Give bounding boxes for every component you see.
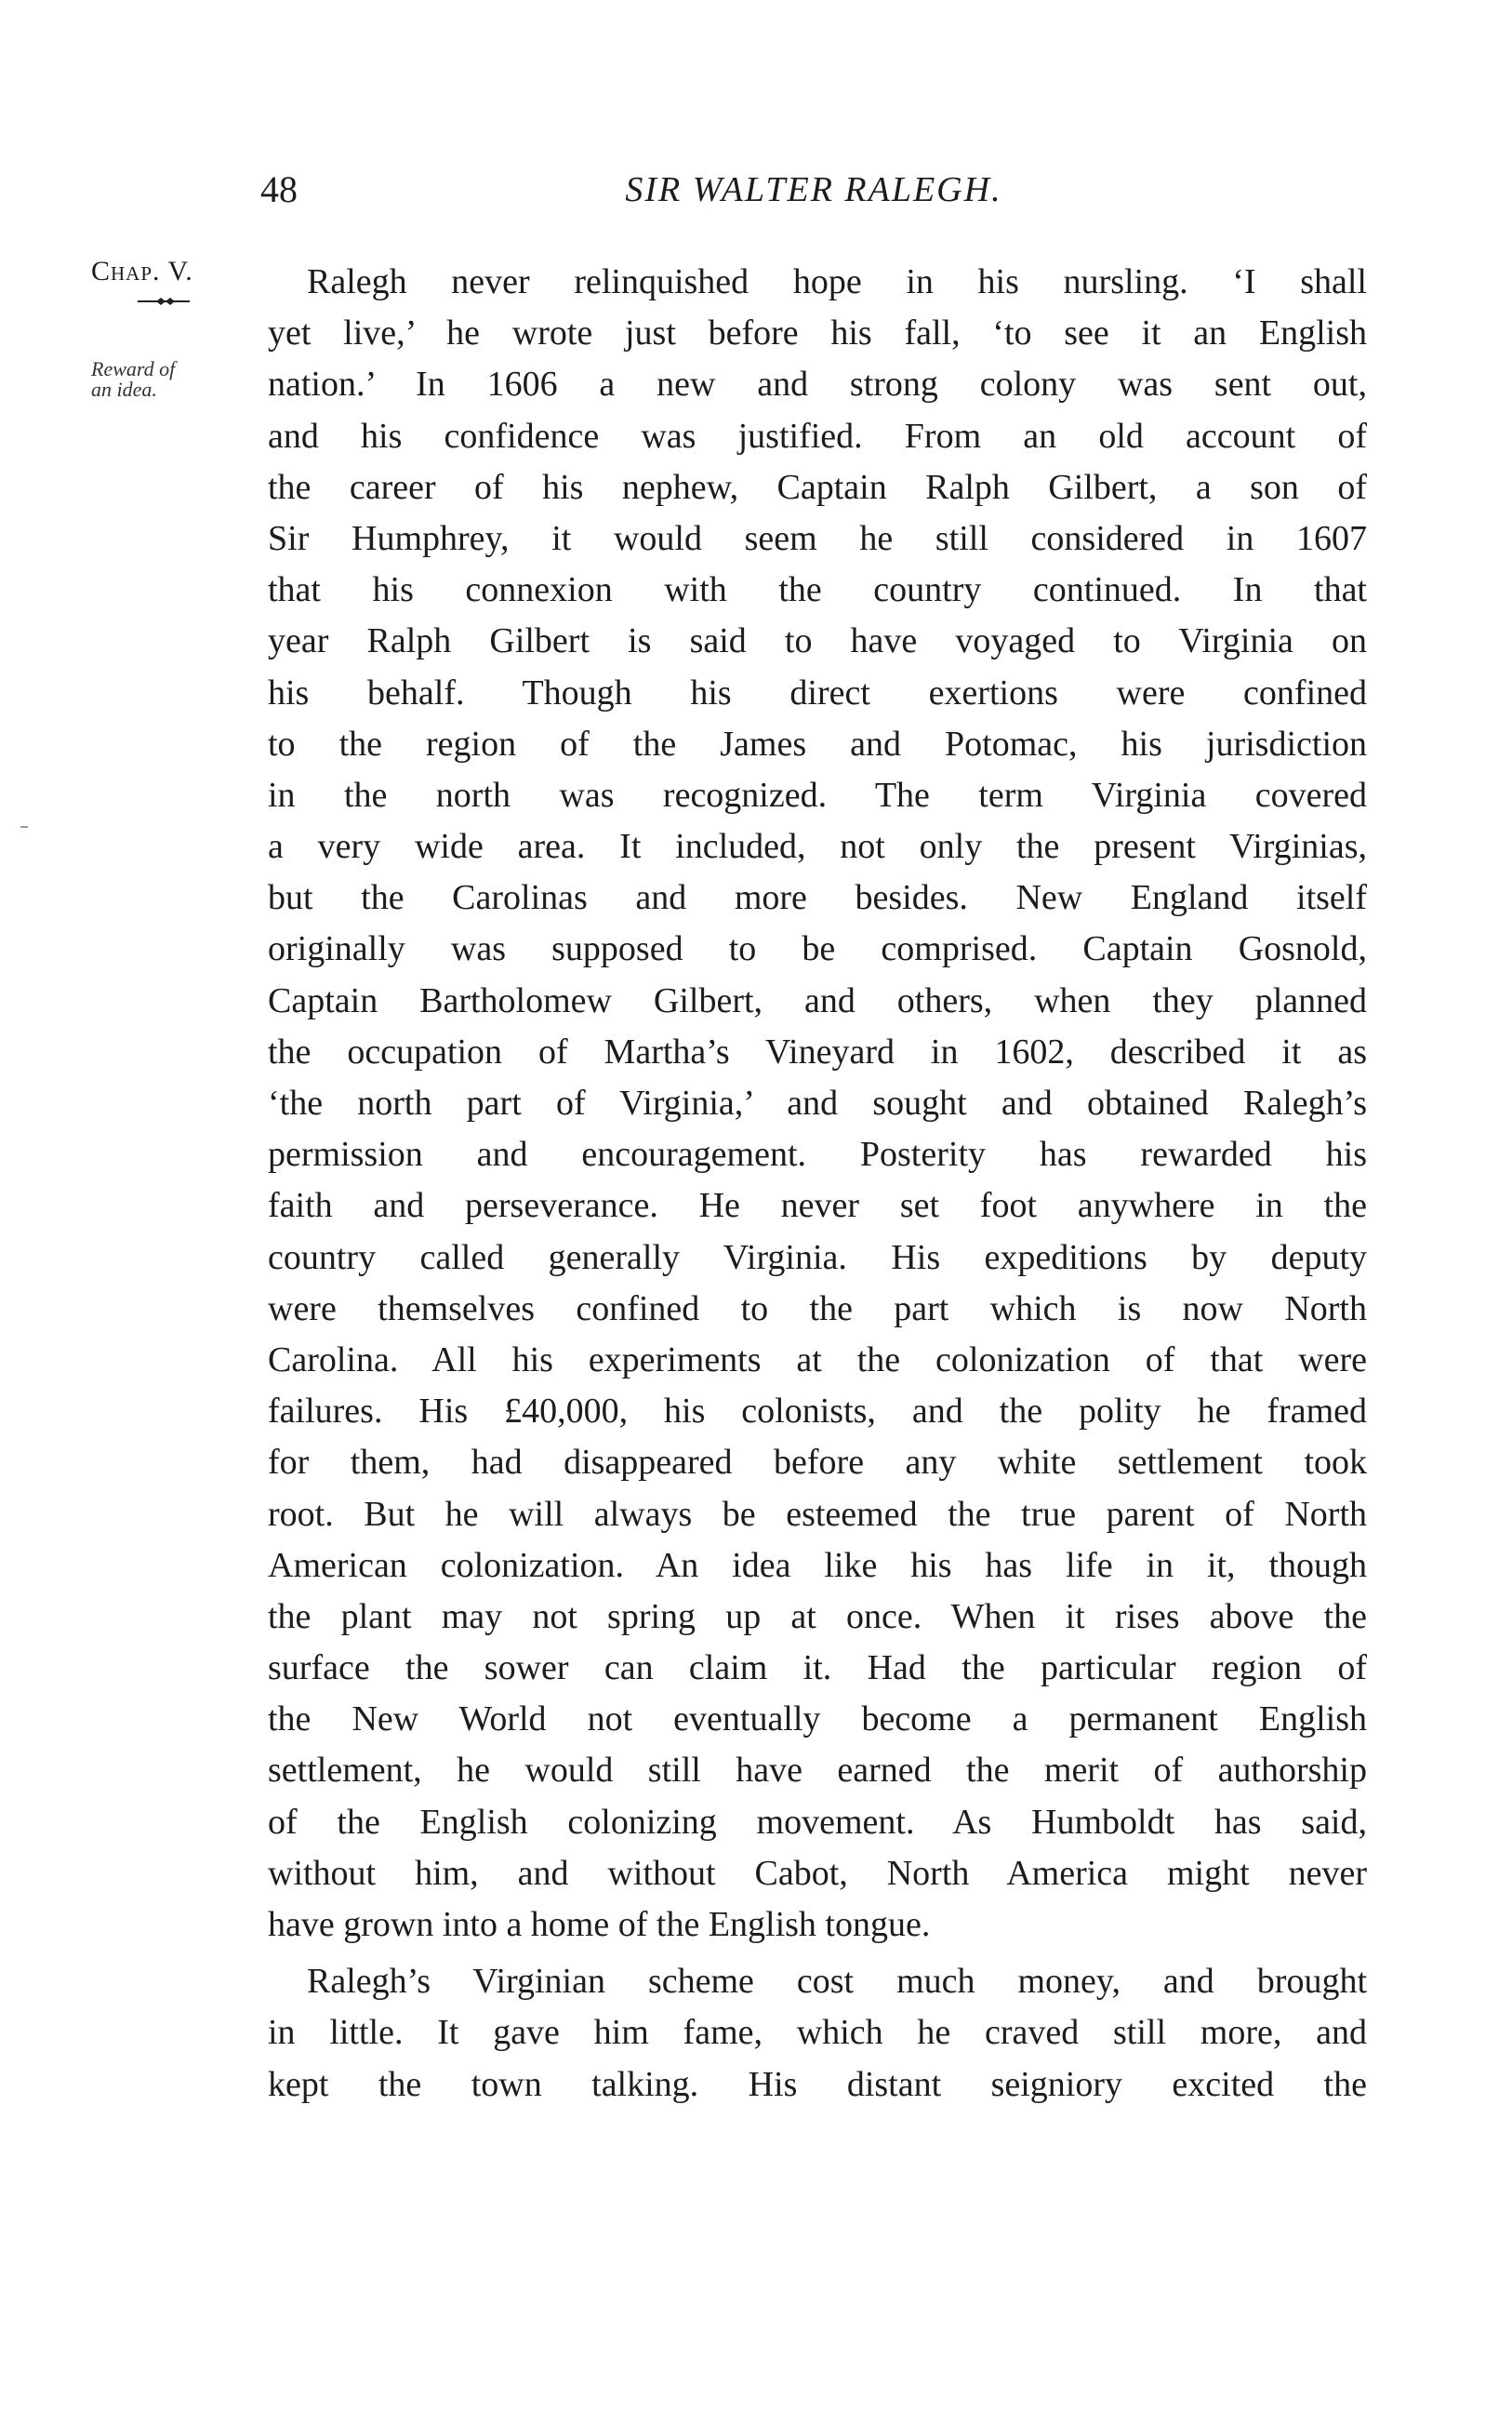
text-line: settlement, he would still have earned the merit of authorship	[268, 1751, 1367, 1791]
text-line: kept the town talking. His distant seigniory excited the	[268, 2064, 1367, 2104]
text-line: the New World not eventually become a permanent English	[268, 1699, 1367, 1739]
page-number: 48	[260, 168, 298, 210]
text-line: root. But he will always be esteemed the true parent of North	[268, 1494, 1367, 1534]
side-note-line: an idea.	[91, 378, 157, 401]
chapter-label: Chap. V.	[91, 256, 193, 286]
text-line: without him, and without Cabot, North America might never	[268, 1853, 1367, 1893]
page-header	[260, 166, 1367, 221]
text-line: the occupation of Martha’s Vineyard in 1602, described it as	[268, 1032, 1367, 1072]
text-line: his behalf. Though his direct exertions were confined	[268, 673, 1367, 713]
text-line: surface the sower can claim it. Had the particular region of	[268, 1648, 1367, 1688]
text-line: in little. It gave him fame, which he craved still more, and	[268, 2013, 1367, 2053]
text-line: country called generally Virginia. His expeditions by deputy	[268, 1237, 1367, 1277]
text-line: Carolina. All his experiments at the colonization of that were	[268, 1339, 1367, 1379]
text-line: of the English colonizing movement. As Humboldt has said,	[268, 1802, 1367, 1842]
text-line: Ralegh never relinquished hope in his nursling. ‘I shall	[307, 262, 1367, 301]
side-note	[91, 359, 249, 400]
text-line: permission and encouragement. Posterity has rewarded his	[268, 1135, 1367, 1175]
text-line: faith and perseverance. He never set foot anywhere in the	[268, 1186, 1367, 1226]
ornament-icon	[136, 296, 192, 307]
text-line: but the Carolinas and more besides. New England itself	[268, 878, 1367, 918]
paper-speck	[20, 826, 28, 828]
text-line: originally was supposed to be comprised. Captain Gosnold,	[268, 929, 1367, 969]
text-line: a very wide area. It included, not only the present Virginias,	[268, 827, 1367, 867]
margin-column	[91, 253, 249, 400]
text-line: in the north was recognized. The term Virginia covered	[268, 775, 1367, 815]
text-line: nation.’ In 1606 a new and strong colony was sent out,	[268, 365, 1367, 405]
text-line: Ralegh’s Virginian scheme cost much money, and brought	[307, 1962, 1367, 2002]
text-line: and his confidence was justified. From an old account of	[268, 416, 1367, 456]
body-text	[268, 257, 1367, 2111]
side-note-line: Reward of	[91, 357, 176, 380]
text-line: Sir Humphrey, it would seem he still considered in 1607	[268, 518, 1367, 558]
text-line: year Ralph Gilbert is said to have voyaged to Virginia on	[268, 621, 1367, 661]
text-line: for them, had disappeared before any white settlement took	[268, 1443, 1367, 1483]
text-line: have grown into a home of the English tongue.	[268, 1905, 931, 1944]
text-line: American colonization. An idea like his has life in it, though	[268, 1545, 1367, 1585]
text-line: yet live,’ he wrote just before his fall, ‘to see it an English	[268, 313, 1367, 353]
text-line: that his connexion with the country continued. In that	[268, 570, 1367, 610]
text-line: failures. His £40,000, his colonists, and the polity he framed	[268, 1392, 1367, 1432]
text-line: ‘the north part of Virginia,’ and sought and obtained Ralegh’s	[268, 1084, 1367, 1123]
text-line: to the region of the James and Potomac, his jurisdiction	[268, 724, 1367, 764]
text-line: the plant may not spring up at once. When it rises above the	[268, 1596, 1367, 1636]
text-line: Captain Bartholomew Gilbert, and others, when they planned	[268, 980, 1367, 1020]
text-line: were themselves confined to the part which is now North	[268, 1288, 1367, 1328]
running-title: SIR WALTER RALEGH.	[625, 170, 1002, 209]
text-line: the career of his nephew, Captain Ralph Gilbert, a son of	[268, 467, 1367, 507]
